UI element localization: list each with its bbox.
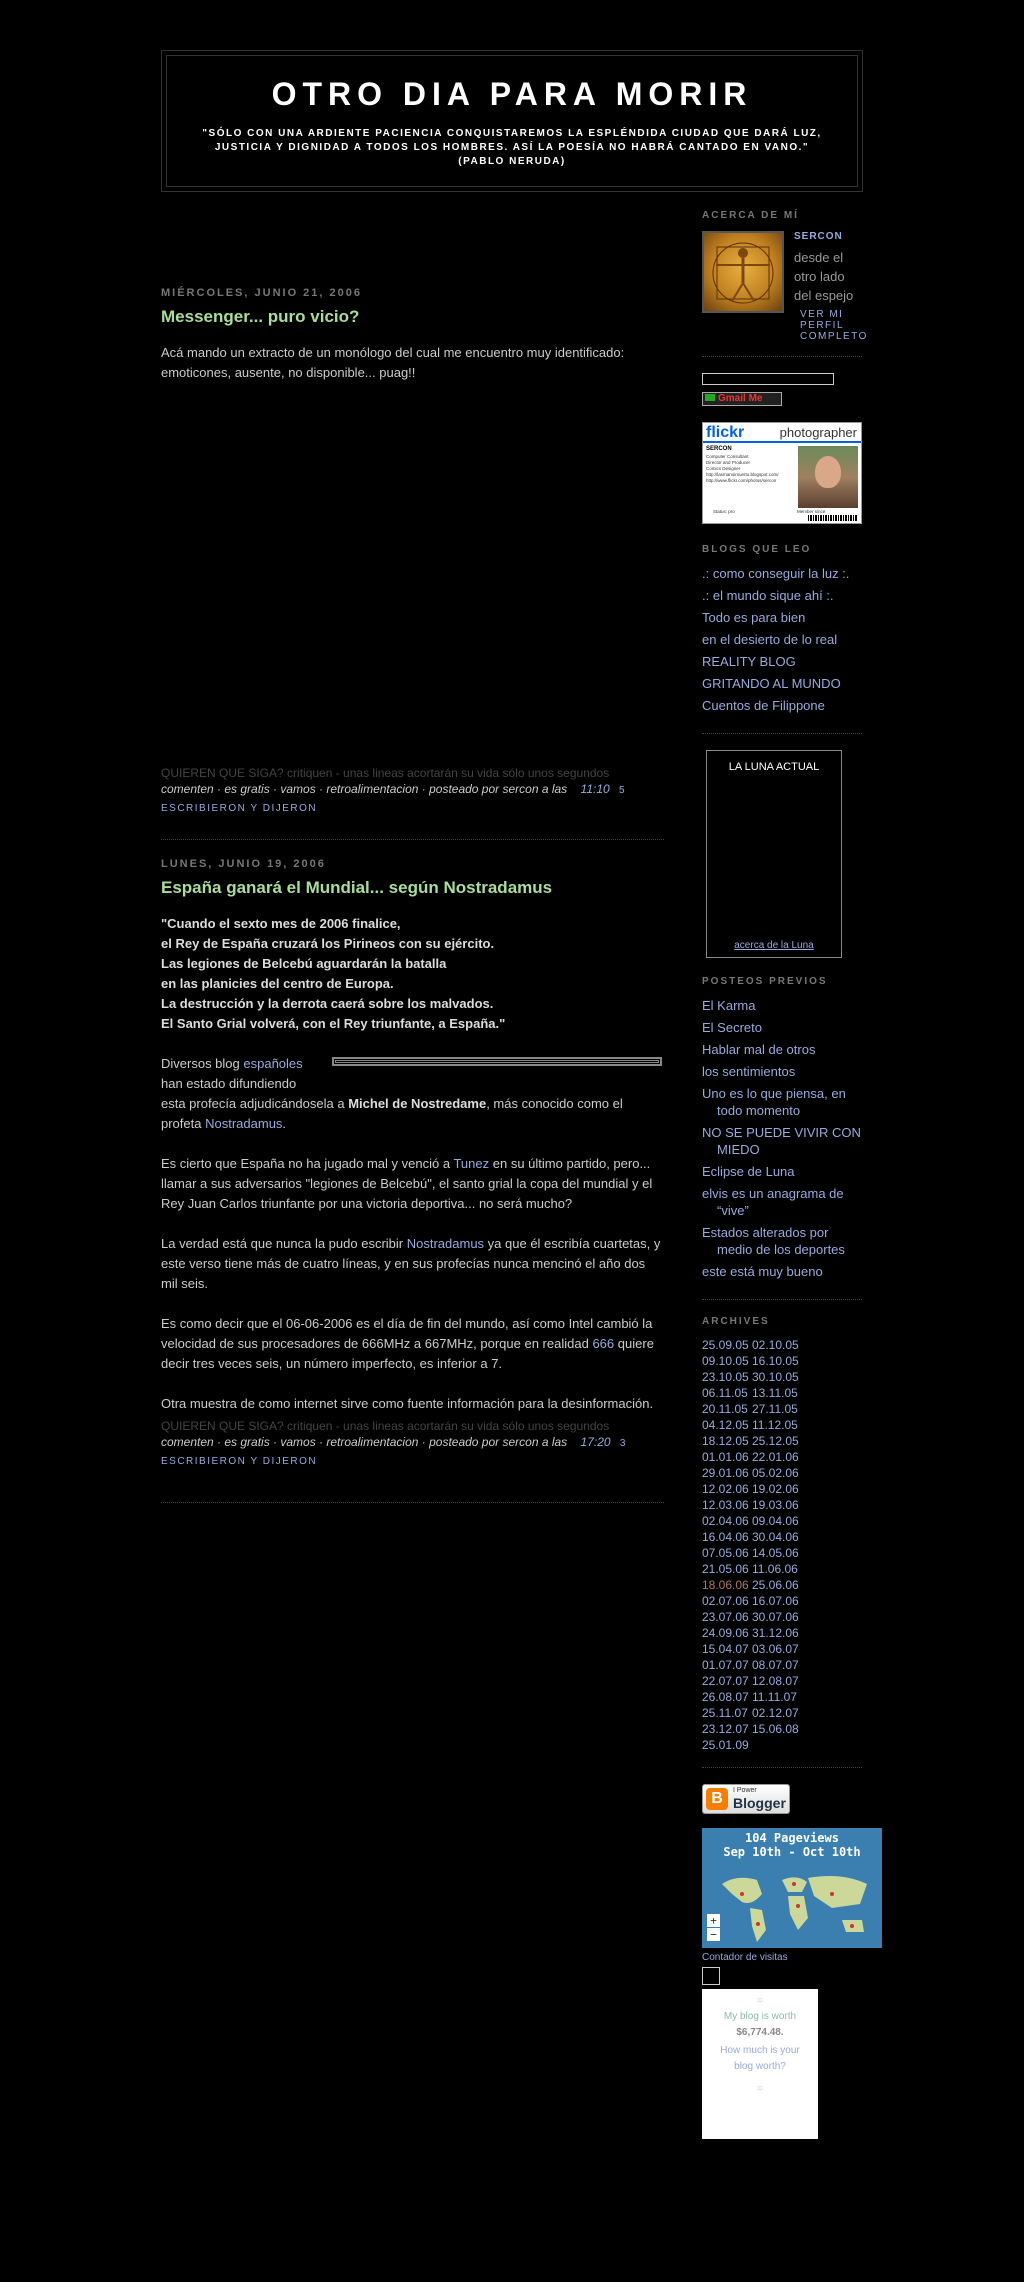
gmail-label: Gmail Me [718, 393, 763, 404]
archive-link[interactable]: 20.11.05 [702, 1402, 748, 1416]
archive-link[interactable]: 29.01.06 [702, 1466, 749, 1480]
post-footer-meta: comenten · es gratis · vamos · retroalimentacion · posteado por sercon a las [161, 782, 568, 796]
profile-text: desde el otro lado del espejo [794, 250, 854, 303]
flickr-status: Status: pro [713, 509, 735, 514]
previous-posts-section [702, 976, 862, 1300]
link-tunez[interactable]: Tunez [453, 1156, 490, 1171]
archives-section [702, 1316, 862, 1768]
archive-link[interactable]: 11.12.05 [752, 1418, 798, 1432]
post-footer [161, 1418, 664, 1470]
blog-header [161, 50, 863, 192]
quote-line: Las legiones de Belcebú aguardarán la batalla [161, 956, 447, 971]
previous-posts-heading: POSTEOS PREVIOS [702, 976, 828, 987]
gmail-input[interactable] [702, 373, 834, 385]
moon-link[interactable]: acerca de la Luna [734, 940, 814, 951]
post-footer-prompt: QUIEREN QUE SIGA? critiquen - unas lineas acortarán su vida sólo unos segundos [161, 1419, 610, 1433]
blogroll-link[interactable]: en el desierto de lo real [702, 632, 838, 647]
moon-widget [706, 750, 842, 958]
blogroll-link[interactable]: .: el mundo sique ahí :. [702, 588, 834, 603]
post-paragraph [161, 1314, 664, 1374]
flickr-line: Director and Producer [706, 460, 751, 465]
previous-post-link[interactable]: elvis es un anagrama de “vive” [702, 1186, 844, 1218]
link-nostradamus-2[interactable]: Nostradamus [406, 1236, 485, 1251]
quote-line: en las planicies del centro de Europa. [161, 976, 394, 991]
archive-link[interactable]: 09.10.05 [702, 1354, 749, 1368]
archives-heading: ARCHIVES [702, 1316, 770, 1327]
worth-label: My blog is worth [723, 2011, 797, 2022]
text: Diversos blog [161, 1056, 240, 1071]
archive-link[interactable]: 30.04.06 [752, 1530, 799, 1544]
previous-posts-list [702, 997, 862, 1280]
archive-link[interactable]: 26.08.07 [702, 1690, 749, 1704]
flickr-line: Computer Consultant [706, 454, 749, 459]
flickr-line: http://lasmanoimuerto.blogspot.com/ [706, 472, 779, 477]
bold-name: Michel de Nostredame [348, 1096, 487, 1111]
archive-link[interactable]: 05.02.06 [752, 1466, 799, 1480]
post-paragraph [161, 1234, 664, 1294]
archive-link[interactable]: 23.10.05 [702, 1370, 749, 1384]
post-permalink[interactable]: 11:10 [580, 782, 610, 796]
archive-link[interactable]: 13.11.05 [752, 1386, 798, 1400]
blogroll-link[interactable]: .: como conseguir la luz :. [702, 566, 850, 581]
worth-link[interactable]: How much is your blog worth? [720, 2045, 800, 2072]
quote-line: el Rey de España cruzará los Pirineos con su ejército. [161, 936, 495, 951]
blogroll-link[interactable]: Todo es para bien [702, 610, 806, 625]
archive-link[interactable]: 11.06.06 [752, 1562, 798, 1576]
blogroll-link[interactable]: GRITANDO AL MUNDO [702, 676, 841, 691]
world-map-icon [702, 1864, 882, 1948]
profile-name[interactable]: SERCON [794, 231, 843, 242]
mail-icon [705, 394, 715, 401]
archive-link[interactable]: 02.12.07 [752, 1706, 799, 1720]
post-permalink[interactable]: 17:20 [580, 1435, 611, 1449]
text: ya que él escribía cuartetas, y este verso tiene más de cuatro líneas, y en sus profecías nunca mencinó el año dos mil seis. [161, 1236, 661, 1291]
archive-link[interactable]: 04.12.05 [702, 1418, 749, 1432]
text: esta profecía adjudicándosela a [161, 1096, 345, 1111]
about-section [702, 210, 868, 357]
post-title[interactable]: Messenger... puro vicio? [161, 307, 360, 326]
post-comments-link[interactable]: 3 ESCRIBIERON Y DIJERON [161, 1438, 627, 1467]
archive-link[interactable]: 02.07.06 [702, 1594, 749, 1608]
flickr-lines [706, 454, 796, 484]
previous-post-link[interactable]: Eclipse de Luna [702, 1164, 795, 1179]
counter-label: Contador de visitas [702, 1952, 788, 1963]
embedded-video-area [161, 403, 664, 765]
post-paragraph: Acá mando un extracto de un monólogo del cual me encuentro muy identificado: emoticones, ausente, no disponible... puag!! [161, 345, 625, 380]
blogroll-list [702, 565, 862, 714]
post-date: MIÉRCOLES, JUNIO 21, 2006 [161, 287, 362, 299]
archive-link[interactable]: 03.06.07 [752, 1642, 799, 1656]
text: La verdad está que nunca la pudo escribir [161, 1236, 404, 1251]
profile-link[interactable]: VER MI PERFIL COMPLETO [800, 309, 868, 342]
text: en su último partido, pero... llamar a sus adversarios "legiones de Belcebú", el santo grial la copa del mundial y el Rey Juan Carlos triunfante por una victoria deportiva... no será mucho? [161, 1156, 653, 1211]
header-inner [166, 55, 858, 187]
header-frame [161, 50, 863, 192]
blogroll-link[interactable]: Cuentos de Filippone [702, 698, 825, 713]
pageview-map[interactable] [702, 1828, 882, 1948]
archive-link[interactable]: 22.01.06 [752, 1450, 799, 1464]
map-zoom-in-button[interactable]: + [707, 1914, 720, 1927]
archive-link[interactable]: 30.10.05 [752, 1370, 799, 1384]
archive-link[interactable]: 08.07.07 [752, 1658, 799, 1672]
blogger-big-label: Blogger [733, 1795, 786, 1811]
map-pageviews: 104 Pageviews [745, 1831, 839, 1845]
post-body [161, 343, 664, 765]
embedded-image-frame [332, 1057, 662, 1066]
quote-line: "Cuando el sexto mes de 2006 finalice, [161, 916, 401, 931]
link-666[interactable]: 666 [592, 1336, 615, 1351]
text: han estado difundiendo [161, 1076, 297, 1091]
previous-post-link[interactable]: El Karma [702, 998, 756, 1013]
moon-title: LA LUNA ACTUAL [728, 761, 820, 773]
archive-link[interactable]: 16.04.06 [702, 1530, 749, 1544]
archive-link[interactable]: 18.06.06 [702, 1578, 749, 1592]
post-paragraph [161, 1154, 664, 1214]
map-date-range: Sep 10th - Oct 10th [723, 1845, 861, 1859]
archive-link[interactable]: 15.04.07 [702, 1642, 749, 1656]
link-nostradamus[interactable]: Nostradamus [205, 1116, 283, 1131]
archive-link[interactable]: 16.07.06 [752, 1594, 799, 1608]
archive-link[interactable]: 25.12.05 [752, 1434, 799, 1448]
archive-link[interactable]: 27.11.05 [752, 1402, 798, 1416]
previous-post-link[interactable]: este está muy bueno [702, 1264, 823, 1279]
archive-link[interactable]: 09.04.06 [752, 1514, 799, 1528]
archive-list [702, 1337, 862, 1753]
quote-line: El Santo Grial volverá, con el Rey triunfante, a España." [161, 1016, 506, 1031]
archive-link[interactable]: 02.10.05 [752, 1338, 799, 1352]
worth-value: $6,774.48. [736, 2027, 784, 2038]
text: , más conocido como el profeta [161, 1096, 623, 1131]
archive-link[interactable]: 12.02.06 [702, 1482, 749, 1496]
text: quiere decir tres veces seis, un número imperfecto, es inferior a 7. [161, 1336, 654, 1371]
archive-link[interactable]: 02.04.06 [702, 1514, 749, 1528]
archive-link[interactable]: 25.11.07 [702, 1706, 748, 1720]
post-footer-prompt: QUIEREN QUE SIGA? critiquen - unas lineas acortarán su vida sólo unos segundos [161, 766, 610, 780]
vitruvian-icon [704, 233, 782, 311]
flickr-line: http://www.flickr.com/photos/sercon [706, 478, 777, 483]
main-column [161, 200, 664, 1503]
archive-link[interactable]: 24.09.06 [702, 1626, 749, 1640]
blogroll-heading: BLOGS QUE LEO [702, 544, 812, 555]
archive-link[interactable]: 06.11.05 [702, 1386, 748, 1400]
post-body [161, 914, 664, 1414]
archive-link[interactable]: 22.07.07 [702, 1674, 749, 1688]
previous-post-link[interactable]: El Secreto [702, 1020, 762, 1035]
post-comments-link[interactable]: 5 ESCRIBIERON Y DIJERON [161, 785, 627, 814]
archive-link[interactable]: 19.02.06 [752, 1482, 799, 1496]
archive-link[interactable]: 11.11.07 [752, 1690, 797, 1704]
flickr-photo [798, 446, 858, 508]
prophecy-quote [161, 914, 664, 1034]
text: Es cierto que España no ha jugado mal y venció a [161, 1156, 451, 1171]
previous-post-link[interactable]: Hablar mal de otros [702, 1042, 816, 1057]
archive-link[interactable]: 23.12.07 [702, 1722, 749, 1736]
blog-worth-widget: ○ My blog is worth $6,774.48. How much is your blog worth? ○ [702, 1989, 818, 2139]
blogger-small-label: I Power [733, 1787, 757, 1794]
blogger-button[interactable] [702, 1784, 790, 1814]
flickr-logo: flickr [706, 424, 745, 441]
blog-title[interactable]: OTRO DIA PARA MORIR [271, 76, 753, 112]
archive-link[interactable]: 21.05.06 [702, 1562, 749, 1576]
counter-box[interactable] [702, 1967, 720, 1985]
blogroll-section [702, 544, 862, 734]
archive-link[interactable]: 12.08.07 [752, 1674, 799, 1688]
archive-link[interactable]: 25.09.05 [702, 1338, 749, 1352]
previous-post-link[interactable]: los sentimientos [702, 1064, 796, 1079]
text: Es como decir que el 06-06-2006 es el día de fin del mundo, así como Intel cambió la velocidad de sus procesadores de 666MHz a 667MHz, porque en realidad [161, 1316, 653, 1351]
post [161, 200, 664, 840]
profile-photo[interactable] [702, 231, 784, 313]
archive-link[interactable]: 12.03.06 [702, 1498, 749, 1512]
previous-post-link[interactable]: NO SE PUEDE VIVIR CON MIEDO [702, 1125, 861, 1157]
archive-link[interactable]: 30.07.06 [752, 1610, 799, 1624]
archive-link[interactable]: 31.12.06 [752, 1626, 799, 1640]
flickr-line: Comics Designer [706, 466, 741, 471]
flickr-user: SERCON [706, 446, 732, 452]
post-date: LUNES, JUNIO 19, 2006 [161, 858, 326, 870]
archive-link[interactable]: 07.05.06 [702, 1546, 749, 1560]
archive-link[interactable]: 16.10.05 [752, 1354, 799, 1368]
post-paragraph [161, 1054, 664, 1134]
archive-link[interactable]: 18.12.05 [702, 1434, 749, 1448]
gmail-button[interactable] [702, 392, 782, 406]
barcode [808, 515, 858, 521]
link-espanoles[interactable]: españoles [243, 1056, 303, 1071]
post-footer-meta: comenten · es gratis · vamos · retroalimentacion · posteado por sercon a las [161, 1435, 568, 1449]
blog-description: "SÓLO CON UNA ARDIENTE PACIENCIA CONQUISTAREMOS LA ESPLÉNDIDA CIUDAD QUE DARÁ LUZ, JUSTICIA Y DIGNIDAD A TODOS LOS HOMBRES. ASÍ LA POESÍA NO HABRÁ CANTADO EN VANO." (PABLO NERUDA) [202, 128, 822, 167]
post-footer [161, 765, 664, 817]
archive-link[interactable]: 15.06.08 [752, 1722, 799, 1736]
previous-post-link[interactable]: Estados alterados por medio de los deportes [702, 1225, 845, 1257]
map-zoom-out-button[interactable]: − [707, 1928, 720, 1941]
flickr-member: Member since: [797, 509, 827, 514]
blogroll-link[interactable]: REALITY BLOG [702, 654, 796, 669]
text: . [282, 1116, 287, 1131]
archive-link[interactable]: 25.06.06 [752, 1578, 799, 1592]
archive-link[interactable]: 14.05.06 [752, 1546, 799, 1560]
post [161, 840, 664, 1503]
about-heading: ACERCA DE MÍ [702, 210, 799, 221]
sidebar [702, 210, 868, 2139]
post-title[interactable]: España ganará el Mundial... según Nostradamus [161, 878, 553, 897]
flickr-brand: photographer [779, 425, 857, 440]
flickr-badge[interactable] [702, 422, 862, 524]
archive-link[interactable]: 01.01.06 [702, 1450, 749, 1464]
blogger-icon: B [706, 1788, 728, 1810]
archive-link[interactable]: 01.07.07 [702, 1658, 749, 1672]
archive-link[interactable]: 19.03.06 [752, 1498, 799, 1512]
archive-link[interactable]: 25.01.09 [702, 1738, 749, 1752]
previous-post-link[interactable]: Uno es lo que piensa, en todo momento [702, 1086, 846, 1118]
archive-link[interactable]: 23.07.06 [702, 1610, 749, 1624]
gmail-widget [702, 373, 862, 406]
post-paragraph: Otra muestra de como internet sirve como fuente información para la desinformación. [161, 1396, 654, 1411]
quote-line: La destrucción y la derrota caerá sobre los malvados. [161, 996, 494, 1011]
